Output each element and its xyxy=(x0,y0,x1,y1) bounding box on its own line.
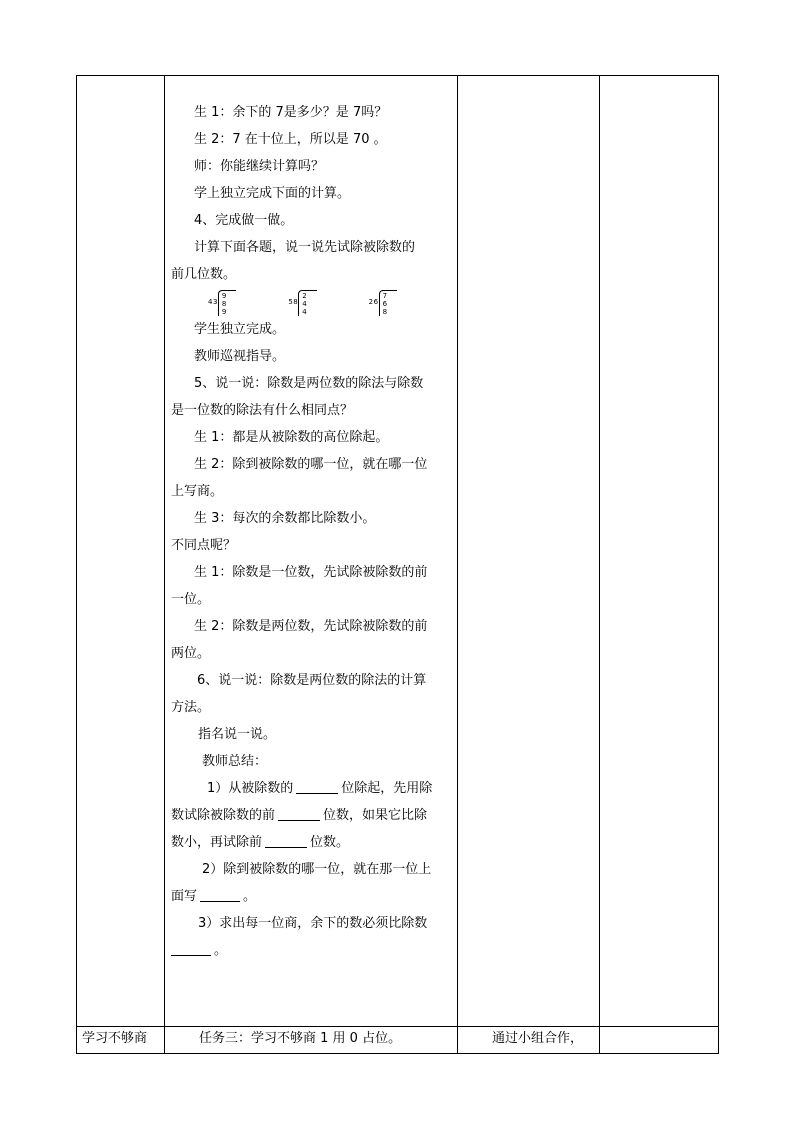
text-line: 一位。 xyxy=(171,592,211,607)
text-line: 生 3：每次的余数都比除数小。 xyxy=(194,511,376,526)
summary-point-3-cont xyxy=(171,937,449,964)
text-fragment: 1）从被除数的 xyxy=(207,781,294,796)
fill-blank xyxy=(296,779,338,794)
text-line: 5、说一说：除数是两位数的除法与除数 xyxy=(194,376,424,391)
table-cell-task: 任务三：学习不够商 1 用 0 占位。 xyxy=(165,1027,458,1054)
table-row xyxy=(77,1027,719,1054)
text-fragment: 。 xyxy=(243,889,257,904)
table-cell-teaching-process xyxy=(165,76,458,1027)
summary-point-3: 3）求出每一位商，余下的数必须比除数 xyxy=(198,916,428,931)
text-line: 学上独立完成下面的计算。 xyxy=(194,186,351,201)
divisor: 43 xyxy=(208,297,218,306)
table-cell-notes xyxy=(600,1027,719,1054)
summary-point-2-cont xyxy=(171,883,449,910)
long-division-problem xyxy=(208,289,236,316)
table-cell-student-activity xyxy=(458,76,600,1027)
text-fragment: 数小，再试除前 xyxy=(171,835,263,850)
text-fragment: 位数。 xyxy=(310,835,350,850)
dividend: 7 6 8 xyxy=(379,290,397,316)
text-line: 生 2：除数是两位数，先试除被除数的前 xyxy=(194,619,428,634)
text-line: 4、完成做一做。 xyxy=(194,213,294,228)
fill-blank xyxy=(171,941,211,956)
text-line: 6、说一说：除数是两位数的除法的计算 xyxy=(197,673,427,688)
text-line: 计算下面各题，说一说先试除被除数的 xyxy=(194,240,416,255)
long-division-problem xyxy=(369,289,397,316)
table-cell-topic xyxy=(77,76,165,1027)
text-line: 不同点呢？ xyxy=(171,538,237,553)
dividend: 2 4 4 xyxy=(298,290,316,316)
text-line: 生 1：除数是一位数，先试除被除数的前 xyxy=(194,565,428,580)
table-cell-notes xyxy=(600,76,719,1027)
divisor: 26 xyxy=(368,297,379,306)
divisor: 58 xyxy=(288,297,299,306)
text-fragment: 面写 xyxy=(171,889,198,904)
summary-point-1-cont xyxy=(171,829,449,856)
fill-blank xyxy=(200,887,240,902)
text-line: 生 2：7 在十位上，所以是 70 。 xyxy=(194,132,387,147)
lesson-plan-table xyxy=(76,75,719,1054)
teaching-content xyxy=(165,76,457,964)
text-line: 前几位数。 xyxy=(171,267,237,282)
text-line: 学生独立完成。 xyxy=(194,322,286,337)
text-line: 上写商。 xyxy=(171,484,224,499)
text-line: 指名说一说。 xyxy=(198,727,277,742)
text-line: 生 1：都是从被除数的高位除起。 xyxy=(194,430,389,445)
text-fragment: 位数，如果它比除 xyxy=(323,808,428,823)
table-cell-method: 通过小组合作， xyxy=(458,1027,600,1054)
table-row xyxy=(77,76,719,1027)
long-division-exercises xyxy=(171,288,449,316)
text-line: 两位。 xyxy=(171,646,211,661)
text-line: 教师总结： xyxy=(202,754,268,769)
dividend: 9 8 9 xyxy=(218,290,236,316)
text-line: 教师巡视指导。 xyxy=(194,349,286,364)
fill-blank xyxy=(278,806,320,821)
text-fragment: 位除起，先用除 xyxy=(341,781,433,796)
fill-blank xyxy=(265,833,307,848)
table-cell-topic: 学习不够商 xyxy=(77,1027,165,1054)
summary-point-1 xyxy=(171,775,449,802)
text-line: 是一位数的除法有什么相同点？ xyxy=(171,403,354,418)
text-line: 生 1：余下的 7是多少？是 7吗？ xyxy=(194,105,388,120)
text-line: 师：你能继续计算吗？ xyxy=(194,159,325,174)
text-fragment: 数试除被除数的前 xyxy=(171,808,276,823)
text-line: 生 2：除到被除数的哪一位，就在哪一位 xyxy=(194,457,428,472)
long-division-problem xyxy=(288,289,316,316)
text-fragment: 。 xyxy=(214,943,228,958)
text-line: 方法。 xyxy=(171,700,211,715)
summary-point-1-cont xyxy=(171,802,449,829)
summary-point-2: 2）除到被除数的哪一位，就在那一位上 xyxy=(202,862,432,877)
